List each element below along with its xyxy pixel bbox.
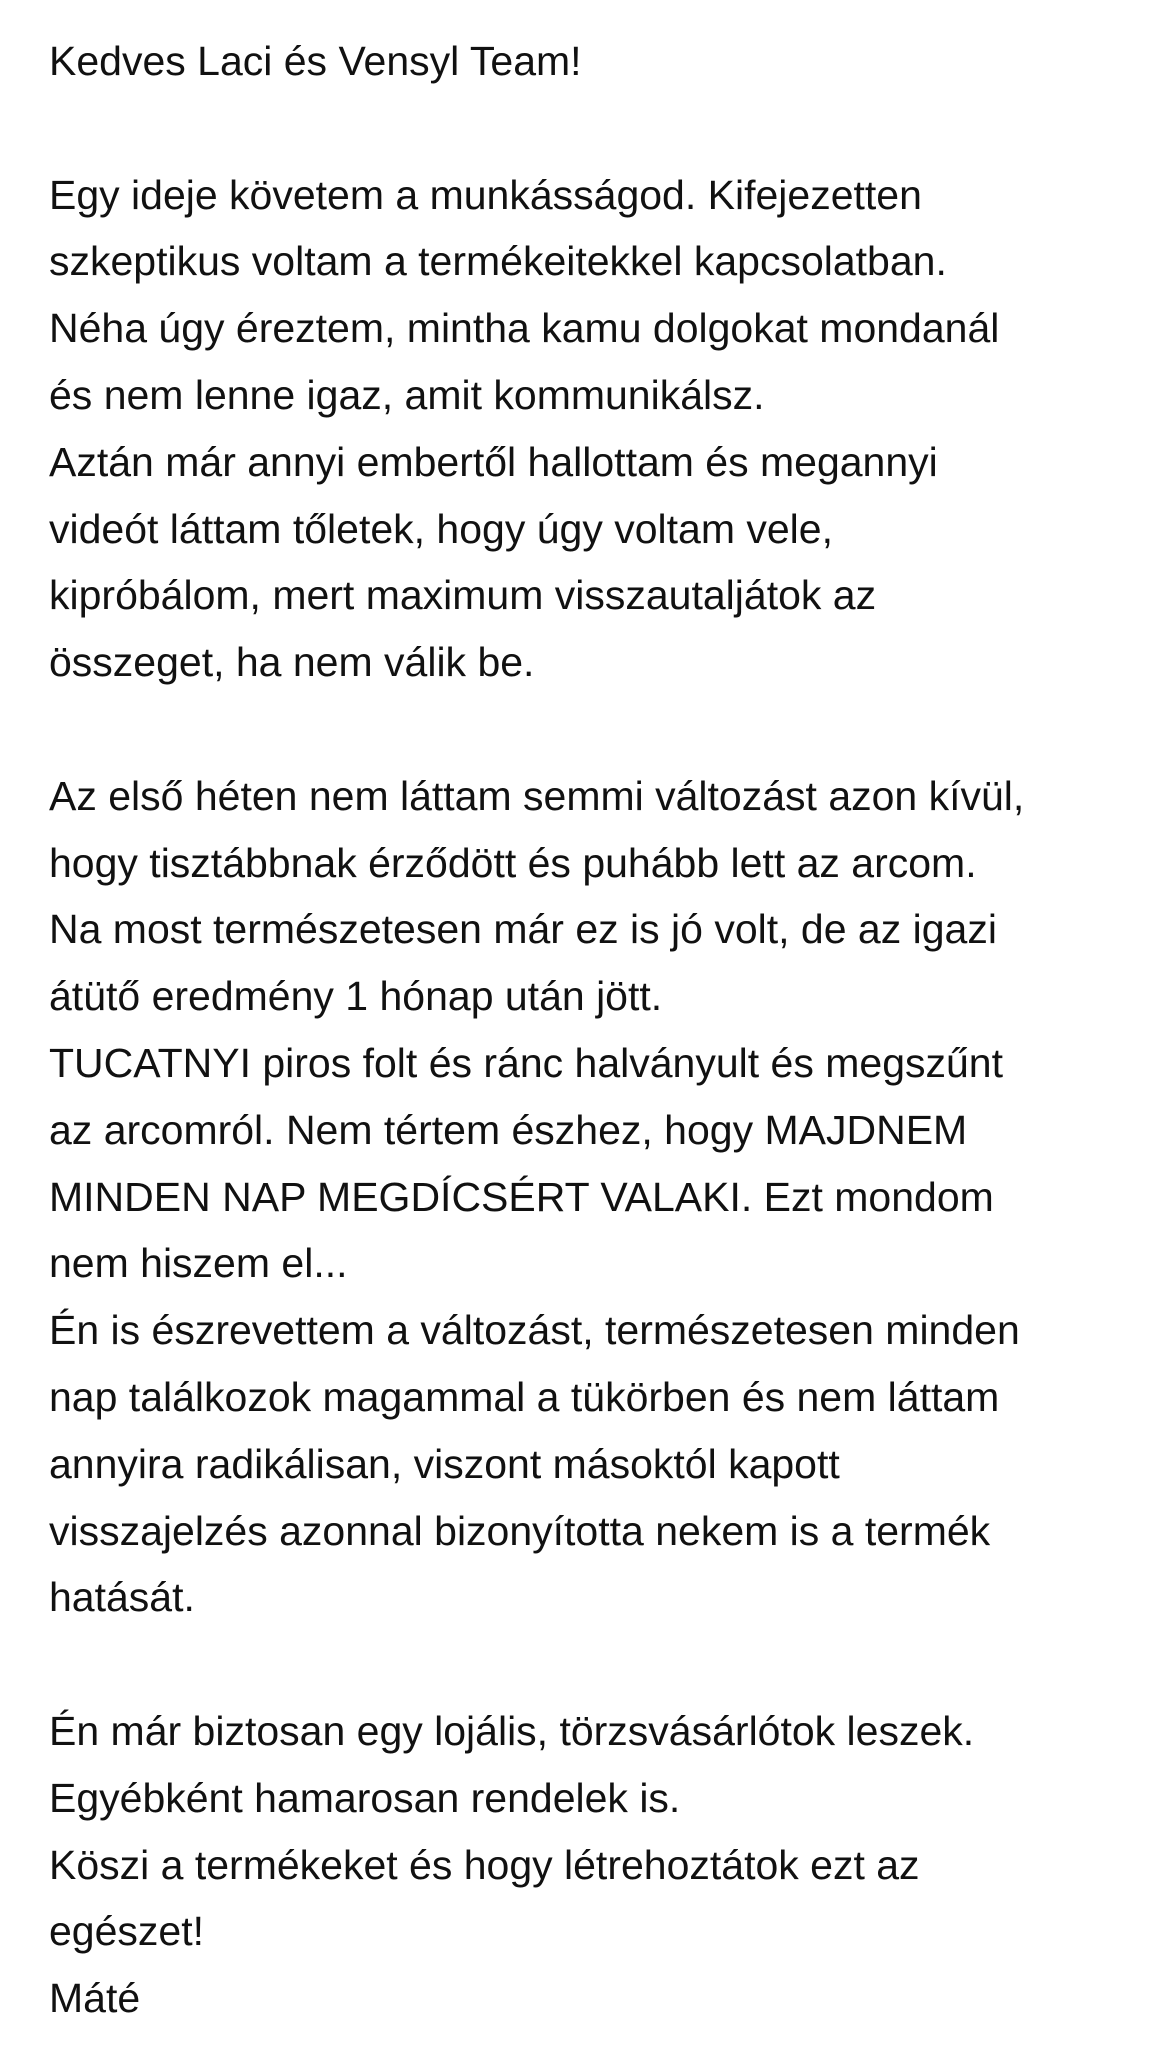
text-line: nap találkozok magammal a tükörben és nem láttam xyxy=(49,1373,1000,1420)
signature-line: Máté xyxy=(49,1975,141,2022)
text-line: kipróbálom, mert maximum visszautaljátok az xyxy=(49,572,877,619)
text-line: és nem lenne igaz, amit kommunikálsz. xyxy=(49,371,765,418)
text-line: MINDEN NAP MEGDÍCSÉRT VALAKI. Ezt mondom xyxy=(49,1173,994,1220)
text-line: Én is észrevettem a változást, természetesen minden xyxy=(49,1307,1020,1354)
text-line: hatását. xyxy=(49,1574,195,1621)
text-line: Aztán már annyi embertől hallottam és megannyi xyxy=(49,438,938,485)
greeting-line: Kedves Laci és Vensyl Team! xyxy=(49,38,582,84)
text-line: Köszi a termékeket és hogy létrehoztátok ezt az xyxy=(49,1841,920,1888)
letter-body xyxy=(49,28,1139,2032)
text-line: Néha úgy éreztem, mintha kamu dolgokat mondanál xyxy=(49,305,1000,352)
text-line: az arcomról. Nem tértem észhez, hogy MAJDNEM xyxy=(49,1106,968,1153)
text-line: hogy tisztábbnak érződött és puhább lett az arcom. xyxy=(49,839,977,886)
text-line: visszajelzés azonnal bizonyította nekem is a termék xyxy=(49,1507,991,1554)
text-line: átütő eredmény 1 hónap után jött. xyxy=(49,973,663,1020)
text-line: összeget, ha nem válik be. xyxy=(49,639,535,686)
text-line: szkeptikus voltam a termékeitekkel kapcsolatban. xyxy=(49,238,947,285)
text-line: annyira radikálisan, viszont másoktól kapott xyxy=(49,1440,840,1487)
text-line: Egyébként hamarosan rendelek is. xyxy=(49,1774,681,1821)
text-line: Na most természetesen már ez is jó volt, de az igazi xyxy=(49,906,997,953)
text-line: Az első héten nem láttam semmi változást azon kívül, xyxy=(49,772,1025,819)
blank-line xyxy=(49,95,1139,162)
blank-line xyxy=(49,696,1139,763)
blank-line xyxy=(49,1631,1139,1698)
text-line: Én már biztosan egy lojális, törzsvásárlótok leszek. xyxy=(49,1707,975,1754)
text-line: egészet! xyxy=(49,1908,204,1955)
text-line: nem hiszem el... xyxy=(49,1240,348,1287)
text-line: TUCATNYI piros folt és ránc halványult és megszűnt xyxy=(49,1039,1003,1086)
text-line: Egy ideje követem a munkásságod. Kifejezetten xyxy=(49,171,922,218)
text-line: videót láttam tőletek, hogy úgy voltam vele, xyxy=(49,505,833,552)
